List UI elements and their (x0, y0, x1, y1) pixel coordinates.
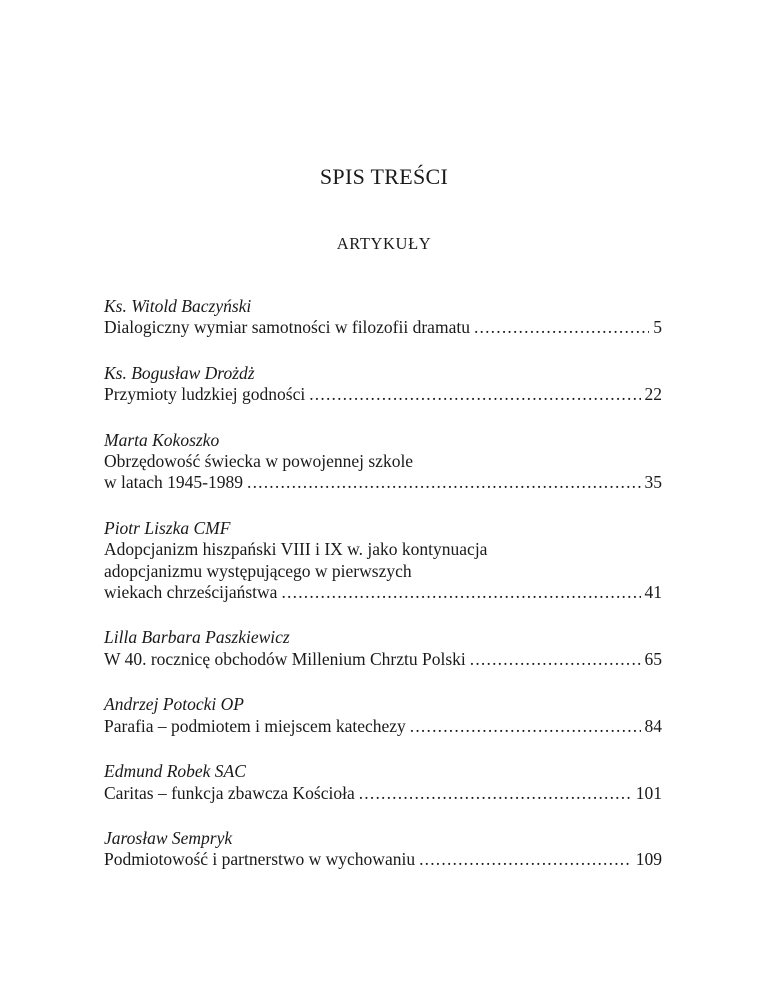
page-title: SPIS TREŚCI (319, 164, 449, 189)
toc-entry-author: Marta Kokoszko (104, 429, 220, 450)
toc-entry-author: Edmund Robek SAC (104, 761, 246, 782)
dot-leader (419, 849, 632, 870)
toc-entry[interactable] (104, 694, 662, 737)
toc-entry-title-line (104, 716, 662, 737)
toc-entry[interactable] (104, 363, 662, 406)
toc-entry-title-line (104, 384, 662, 405)
toc-entry-page-number: 109 (635, 849, 662, 870)
dot-leader (247, 472, 641, 493)
toc-entry-title-line (104, 317, 662, 338)
toc-entry-page-number: 101 (635, 782, 662, 803)
toc-entry-title-text: Parafia – podmiotem i miejscem katechezy (104, 715, 406, 736)
toc-entry-author: Jarosław Sempryk (104, 828, 233, 849)
toc-entry-title-line (104, 849, 662, 870)
toc-entry[interactable] (104, 518, 662, 603)
dot-leader (474, 317, 649, 338)
toc-entry-author: Ks. Bogusław Drożdż (104, 362, 255, 383)
toc-entry-title-line: Obrzędowość świecka w powojennej szkole (104, 451, 414, 472)
toc-entry-page-number: 84 (644, 715, 662, 736)
dot-leader (281, 582, 640, 603)
toc-entry-title-line (104, 649, 662, 670)
table-of-contents (104, 296, 662, 895)
toc-entry-title-text: w latach 1945-1989 (104, 472, 243, 493)
toc-entry-title-line (104, 582, 662, 603)
toc-entry-title-text: Dialogiczny wymiar samotności w filozofii dramatu (104, 317, 470, 338)
toc-entry[interactable] (104, 627, 662, 670)
toc-entry-page-number: 65 (644, 648, 662, 669)
toc-entry-author: Lilla Barbara Paszkiewicz (104, 627, 290, 648)
toc-entry-page-number: 35 (644, 472, 662, 493)
dot-leader (309, 384, 640, 405)
toc-entry-title-line: adopcjanizmu występującego w pierwszych (104, 560, 412, 581)
toc-entry[interactable] (104, 296, 662, 339)
toc-entry-title-text: W 40. rocznicę obchodów Millenium Chrztu Polski (104, 648, 466, 669)
toc-entry-title-text: Przymioty ludzkiej godności (104, 384, 306, 405)
toc-entry[interactable] (104, 828, 662, 871)
toc-entry-title-text: wiekach chrześcijaństwa (104, 581, 278, 602)
dot-leader (410, 716, 641, 737)
toc-entry-title-text: Caritas – funkcja zbawcza Kościoła (104, 782, 355, 803)
toc-entry[interactable] (104, 761, 662, 804)
toc-entry-title-line (104, 472, 662, 493)
toc-entry-title-line: Adopcjanizm hiszpański VIII i IX w. jako kontynuacja (104, 539, 488, 560)
section-title: ARTYKUŁY (336, 234, 432, 253)
dot-leader (359, 783, 632, 804)
dot-leader (470, 649, 641, 670)
toc-entry-title-text: Podmiotowość i partnerstwo w wychowaniu (104, 849, 416, 870)
toc-entry-page-number: 22 (644, 384, 662, 405)
toc-entry-author: Piotr Liszka CMF (104, 517, 231, 538)
toc-entry-page-number: 5 (653, 317, 662, 338)
toc-entry[interactable] (104, 430, 662, 494)
toc-entry-author: Andrzej Potocki OP (104, 694, 244, 715)
toc-entry-title-line (104, 783, 662, 804)
toc-entry-author: Ks. Witold Baczyński (104, 296, 252, 316)
toc-entry-page-number: 41 (644, 581, 662, 602)
